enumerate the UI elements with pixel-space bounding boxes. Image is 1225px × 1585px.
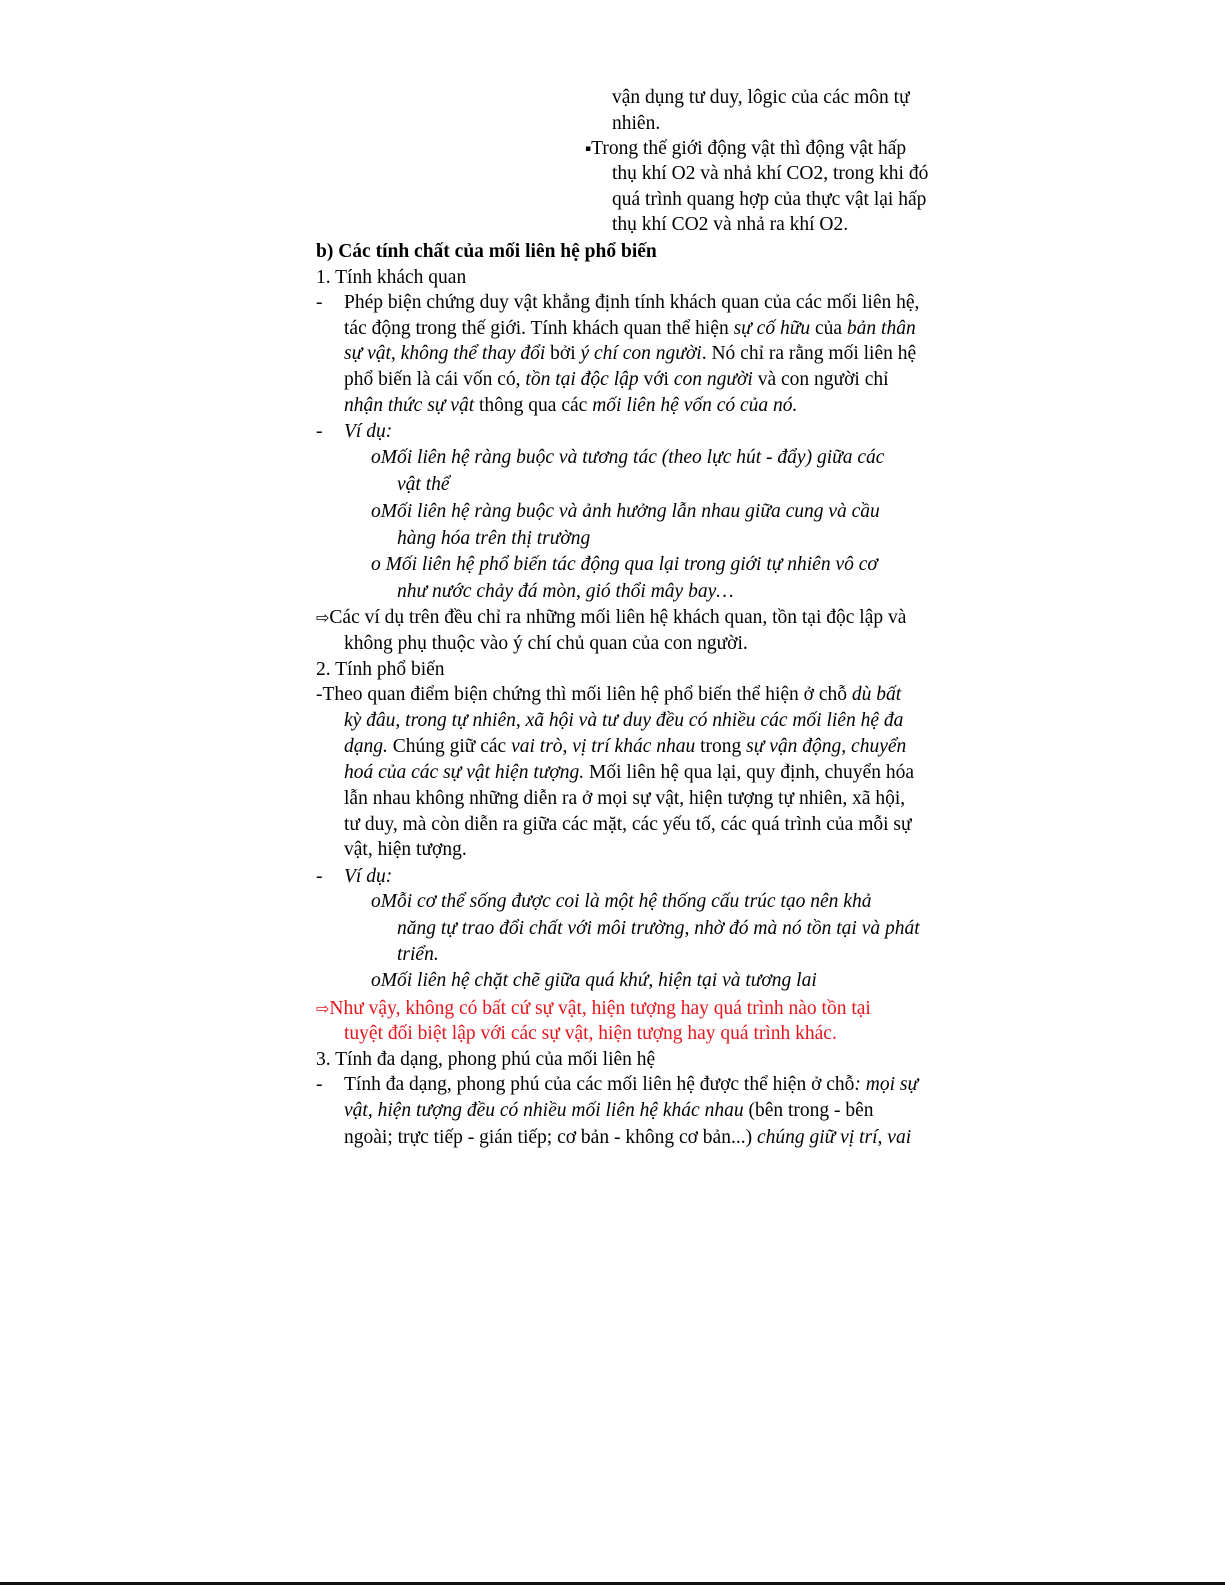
italic-run: dù bất xyxy=(851,684,902,705)
example-item xyxy=(371,500,880,524)
text-line: lẫn nhau không những diễn ra ở mọi sự vật, hiện tượng tự nhiên, xã hội, xyxy=(344,788,906,809)
italic-run: bản thân xyxy=(846,318,916,339)
text-line: tuyệt đối biệt lập với các sự vật, hiện tượng hay quá trình khác. xyxy=(344,1023,837,1044)
conclusion-line xyxy=(316,997,871,1021)
text-line xyxy=(344,1099,874,1123)
text-line xyxy=(344,1126,911,1150)
circle-bullet-icon: o xyxy=(371,447,381,468)
numbered-heading: 3. Tính đa dạng, phong phú của mối liên hệ xyxy=(316,1049,656,1070)
text-line: hàng hóa trên thị trường xyxy=(397,528,591,549)
text-line: không phụ thuộc vào ý chí chủ quan của con người. xyxy=(344,633,748,654)
italic-run: ý chí con người xyxy=(580,343,702,364)
italic-run: sự vận động, chuyển xyxy=(746,736,907,757)
italic-run: dạng. xyxy=(344,736,388,757)
italic-run: vai trò, vị trí khác nhau xyxy=(511,736,696,757)
text-line: như nước chảy đá mòn, gió thổi mây bay… xyxy=(397,581,734,602)
text-run: với xyxy=(638,369,674,390)
text-run: Mối liên hệ qua lại, quy định, chuyển hóa xyxy=(584,762,914,783)
text-run: Tính đa dạng, phong phú của các mối liên hệ được thể hiện ở chỗ xyxy=(344,1074,855,1095)
italic-run: tồn tại độc lập xyxy=(525,369,639,390)
text-line: triển. xyxy=(397,944,439,965)
italic-run: hoá của các sự vật hiện tượng. xyxy=(344,762,585,783)
text-run: tác động trong thế giới. Tính khách quan thể hiện xyxy=(344,318,734,339)
text-run: Chúng giữ các xyxy=(387,736,512,757)
text-line xyxy=(344,394,797,418)
text-line xyxy=(344,317,916,341)
text-run: Như vậy, không có bất cứ sự vật, hiện tượng hay quá trình nào tồn tại xyxy=(329,998,871,1019)
text-line xyxy=(344,1073,918,1097)
text-line: kỳ đâu, trong tự nhiên, xã hội và tư duy đều có nhiều các mối liên hệ đa xyxy=(344,710,904,731)
example-label: Ví dụ: xyxy=(344,866,393,887)
text-line xyxy=(344,368,889,392)
text-line: vật, hiện tượng. xyxy=(344,839,467,860)
text-line: thụ khí O2 và nhả khí CO2, trong khi đó xyxy=(612,163,929,184)
text-run: Mối liên hệ chặt chẽ giữa quá khứ, hiện tại và tương lai xyxy=(380,970,817,991)
text-run: phổ biến là cái vốn có, xyxy=(344,369,526,390)
dash-bullet: - xyxy=(316,292,323,313)
italic-run: : mọi sự xyxy=(854,1074,919,1095)
text-line xyxy=(344,342,916,366)
text-run: Mối liên hệ ràng buộc và tương tác (theo lực hút - đẩy) giữa các xyxy=(380,447,885,468)
arrow-right-icon: ⇨ xyxy=(316,608,330,627)
text-run: và con người chỉ xyxy=(752,369,889,390)
text-run: ngoài; trực tiếp - gián tiếp; cơ bản - không cơ bản...) xyxy=(344,1127,757,1148)
text-run: Mỗi cơ thể sống được coi là một hệ thống cấu trúc tạo nên khả xyxy=(380,891,872,912)
example-label: Ví dụ: xyxy=(344,421,393,442)
circle-bullet-icon: o xyxy=(371,970,381,991)
conclusion-line xyxy=(316,606,906,630)
numbered-heading: 2. Tính phổ biến xyxy=(316,659,445,680)
dash-bullet: - xyxy=(316,1074,323,1095)
dash-bullet: - xyxy=(316,866,323,887)
italic-run: con người xyxy=(673,369,753,390)
italic-run: sự vật, không thể thay đổi xyxy=(344,343,546,364)
text-run: -Theo quan điểm biện chứng thì mối liên hệ phổ biến thể hiện ở chỗ xyxy=(316,684,852,705)
circle-bullet-icon: o xyxy=(371,554,381,575)
text-run: Mối liên hệ phổ biến tác động qua lại trong giới tự nhiên vô cơ xyxy=(380,554,878,575)
example-item xyxy=(371,446,884,470)
text-line: tư duy, mà còn diễn ra giữa các mặt, các yếu tố, các quá trình của mỗi sự xyxy=(344,814,912,835)
text-line: Trong thế giới động vật thì động vật hấp xyxy=(591,138,907,159)
text-run: . Nó chỉ ra rằng mối liên hệ xyxy=(701,343,917,364)
example-item xyxy=(371,969,817,993)
square-bullet-icon: ▪ xyxy=(585,144,592,154)
text-line: vận dụng tư duy, lôgic của các môn tự xyxy=(612,87,910,108)
italic-run: sự cố hữu xyxy=(733,318,811,339)
text-line: nhiên. xyxy=(612,113,661,134)
text-line: năng tự trao đổi chất với môi trường, nhờ đó mà nó tồn tại và phát xyxy=(397,918,920,939)
circle-bullet-icon: o xyxy=(371,501,381,522)
text-run: thông qua các xyxy=(474,395,593,416)
text-line xyxy=(344,735,906,759)
dash-bullet: - xyxy=(316,421,323,442)
text-run: Mối liên hệ ràng buộc và ảnh hưởng lẫn nhau giữa cung và cầu xyxy=(380,501,880,522)
text-run: Các ví dụ trên đều chỉ ra những mối liên hệ khách quan, tồn tại độc lập và xyxy=(329,607,907,628)
italic-run: nhận thức sự vật xyxy=(344,395,475,416)
text-line: quá trình quang hợp của thực vật lại hấp xyxy=(612,189,927,210)
text-line xyxy=(316,683,901,707)
circle-bullet-icon: o xyxy=(371,891,381,912)
arrow-right-icon: ⇨ xyxy=(316,999,330,1018)
text-run: trong xyxy=(695,736,747,757)
text-line: thụ khí CO2 và nhả ra khí O2. xyxy=(612,214,849,235)
italic-run: mối liên hệ vốn có của nó. xyxy=(592,395,798,416)
example-item xyxy=(371,890,871,914)
italic-run: chúng giữ vị trí, vai xyxy=(756,1127,912,1148)
italic-run: vật, hiện tượng đều có nhiều mối liên hệ khác nhau xyxy=(344,1100,744,1121)
text-run: của xyxy=(810,318,847,339)
section-heading: b) Các tính chất của mối liên hệ phổ biến xyxy=(316,241,657,262)
bullet-line xyxy=(585,137,906,164)
text-line xyxy=(344,761,914,785)
numbered-heading: 1. Tính khách quan xyxy=(316,267,467,288)
text-run: bởi xyxy=(545,343,581,364)
example-item xyxy=(371,553,878,577)
text-line: Phép biện chứng duy vật khẳng định tính khách quan của các mối liên hệ, xyxy=(344,292,920,313)
text-line: vật thể xyxy=(397,474,450,495)
text-run: (bên trong - bên xyxy=(743,1100,874,1121)
